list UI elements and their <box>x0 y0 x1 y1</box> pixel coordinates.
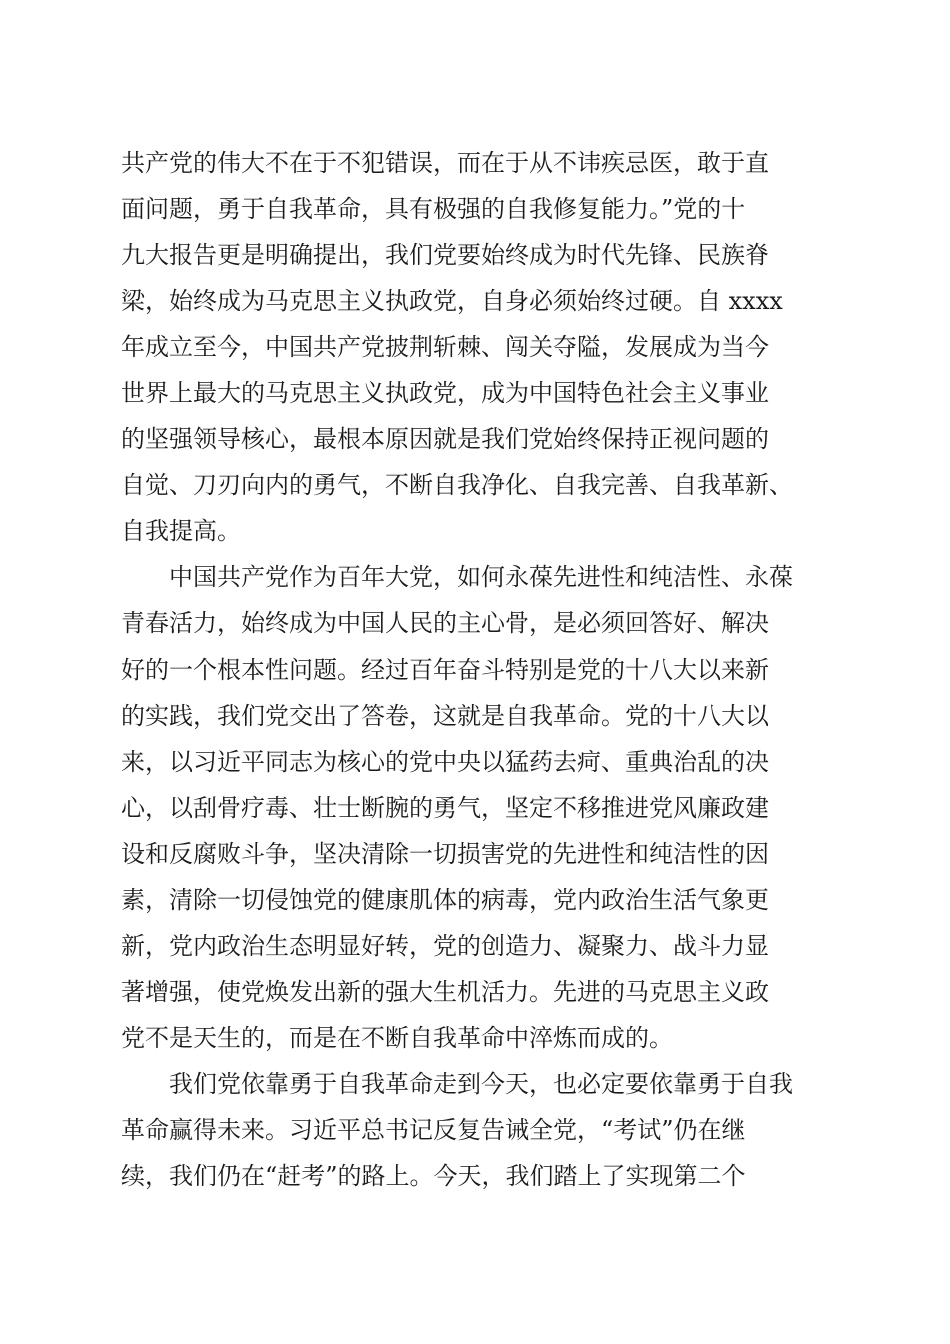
text-line: 面问题，勇于自我革命，具有极强的自我修复能力。”党的十 <box>121 195 746 224</box>
text-line: 世界上最大的马克思主义执政党，成为中国特色社会主义事业 <box>121 379 769 408</box>
text-line: 党不是天生的，而是在不断自我革命中淬炼而成的。 <box>121 1023 673 1052</box>
text-line: 来，以习近平同志为核心的党中央以猛药去疴、重典治乱的决 <box>121 747 769 776</box>
text-line: 青春活力，始终成为中国人民的主心骨，是必须回答好、解决 <box>121 609 769 638</box>
text-line: 自觉、刀刃向内的勇气，不断自我净化、自我完善、自我革新、 <box>121 471 793 500</box>
text-line: 的实践，我们党交出了答卷，这就是自我革命。党的十八大以 <box>121 701 769 730</box>
text-line: 心，以刮骨疗毒、壮士断腕的勇气，坚定不移推进党风廉政建 <box>121 793 769 822</box>
text-line: 续，我们仍在“赶考”的路上。今天，我们踏上了实现第二个 <box>121 1162 746 1191</box>
text-line: 设和反腐败斗争，坚决清除一切损害党的先进性和纯洁性的因 <box>121 839 769 868</box>
text-line: 自我提高。 <box>121 517 241 546</box>
text-line: 九大报告更是明确提出，我们党要始终成为时代先锋、民族脊 <box>121 241 769 270</box>
text-line: 我们党依靠勇于自我革命走到今天，也必定要依靠勇于自我 <box>121 1069 793 1098</box>
body-text <box>121 140 841 1199</box>
text-line: 中国共产党作为百年大党，如何永葆先进性和纯洁性、永葆 <box>121 563 793 592</box>
text-line: 年成立至今，中国共产党披荆斩棘、闯关夺隘，发展成为当今 <box>121 333 769 362</box>
text-line: 革命赢得未来。习近平总书记反复告诫全党，“考试”仍在继 <box>121 1115 746 1144</box>
text-line: 共产党的伟大不在于不犯错误，而在于从不讳疾忌医，敢于直 <box>121 149 769 177</box>
text-line: 的坚强领导核心，最根本原因就是我们党始终保持正视问题的 <box>121 425 769 454</box>
text-line: 好的一个根本性问题。经过百年奋斗特别是党的十八大以来新 <box>121 655 769 684</box>
text-line: 梁，始终成为马克思主义执政党，自身必须始终过硬。自 xxxx <box>121 287 783 316</box>
text-line: 素，清除一切侵蚀党的健康肌体的病毒，党内政治生活气象更 <box>121 885 769 914</box>
text-line: 著增强，使党焕发出新的强大生机活力。先进的马克思主义政 <box>121 977 769 1006</box>
text-line: 新，党内政治生态明显好转，党的创造力、凝聚力、战斗力显 <box>121 931 769 960</box>
